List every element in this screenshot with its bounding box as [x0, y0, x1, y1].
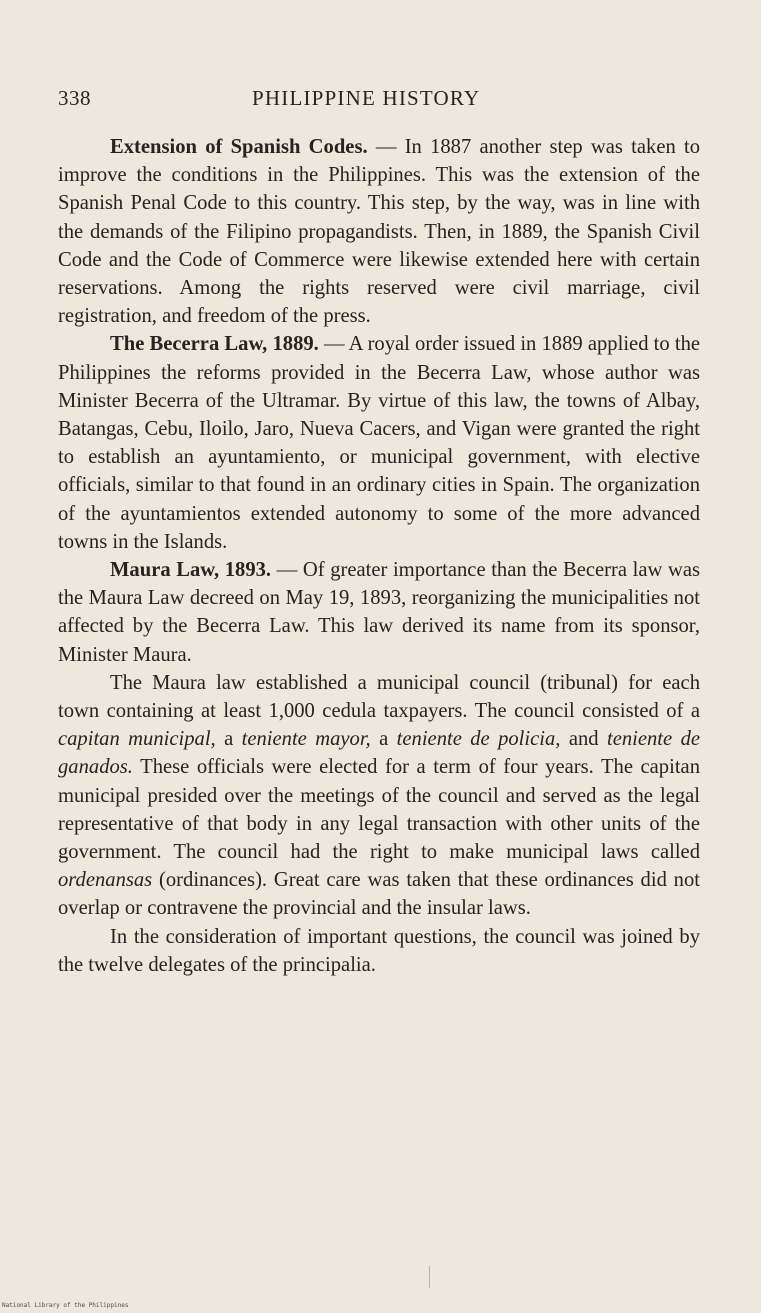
- page-number: 338: [58, 86, 91, 110]
- paragraph-text: Of greater importance than the Becerra law was the Maura Law decreed on May 19, 1893, reorganizing the municipalities not affected by the Becerra Law. This law derived its name from its sponsor, Minister Maura.: [58, 559, 700, 666]
- paragraph-becerra-law: [58, 330, 700, 556]
- section-heading-maura-law: Maura Law, 1893.: [110, 559, 272, 582]
- term-capitan-municipal: capitan municipal,: [58, 728, 216, 751]
- term-teniente-de-policia: teniente de policia,: [396, 728, 561, 751]
- heading-dash: —: [367, 136, 405, 158]
- section-heading-spanish-codes: Extension of Spanish Codes.: [110, 136, 368, 158]
- paragraph-text: The Maura law established a municipal council (tribunal) for each town containing at least 1,000 cedula taxpayers. The council consisted of a: [58, 671, 700, 723]
- paragraph-text: and: [560, 728, 607, 751]
- paragraph-text: A royal order issued in 1889 applied to the Philippines the reforms provided in the Becerra Law, whose author was Minister Becerra of the Ultramar. By virtue of this law, the towns of Albay, Batangas, Cebu, Iloilo, Jaro, Nueva Cacers, and Vigan were granted the right to establish an ayuntamiento, or municipal government, with elective officials, similar to that found in an ordinary cities in Spain. The organization of the ayuntamientos extended autonomy to some of the more advanced towns in the Islands.: [58, 333, 701, 553]
- page-header: [58, 86, 698, 118]
- paragraph-text: In the consideration of important questions, the council was joined by the twelve delegates of the principalia.: [58, 925, 700, 976]
- paragraph-principalia: [58, 923, 700, 979]
- heading-dash: —: [271, 559, 303, 582]
- paragraph-spanish-codes: [58, 133, 700, 330]
- term-ordenansas: ordenansas: [58, 869, 153, 892]
- paragraph-text: In 1887 another step was taken to improve the conditions in the Philippines. This was the extension of the Spanish Penal Code to this country. This step, by the way, was in line with the demands of the Filipino propagandists. Then, in 1889, the Spanish Civil Code and the Code of Commerce were likewise extended here with certain reservations. Among the rights reserved were civil marriage, civil registration, and freedom of the press.: [58, 136, 701, 328]
- paragraph-maura-law: [58, 556, 700, 669]
- paragraph-text: These officials were elected for a term of four years. The capitan municipal presided over the meetings of the council and served as the legal representative of that body in any legal transaction with other units of the government. The council had the right to make municipal laws called: [58, 756, 700, 864]
- body-text: [58, 133, 700, 979]
- page-edge-mark: [429, 1266, 430, 1288]
- section-heading-becerra-law: The Becerra Law, 1889.: [110, 333, 319, 356]
- paragraph-text: a: [370, 728, 397, 751]
- paragraph-text: a: [215, 728, 242, 751]
- paragraph-text: (ordinances). Great care was taken that these ordinances did not overlap or contravene the provincial and the insular laws.: [58, 869, 700, 920]
- running-head: PHILIPPINE HISTORY: [252, 86, 481, 110]
- footer-credit: National Library of the Philippines: [2, 1302, 129, 1309]
- heading-dash: —: [318, 333, 349, 356]
- term-teniente-de-ganados: teniente de ganados.: [58, 728, 701, 779]
- paragraph-municipal-council: [58, 669, 700, 923]
- term-teniente-mayor: teniente mayor,: [241, 728, 371, 751]
